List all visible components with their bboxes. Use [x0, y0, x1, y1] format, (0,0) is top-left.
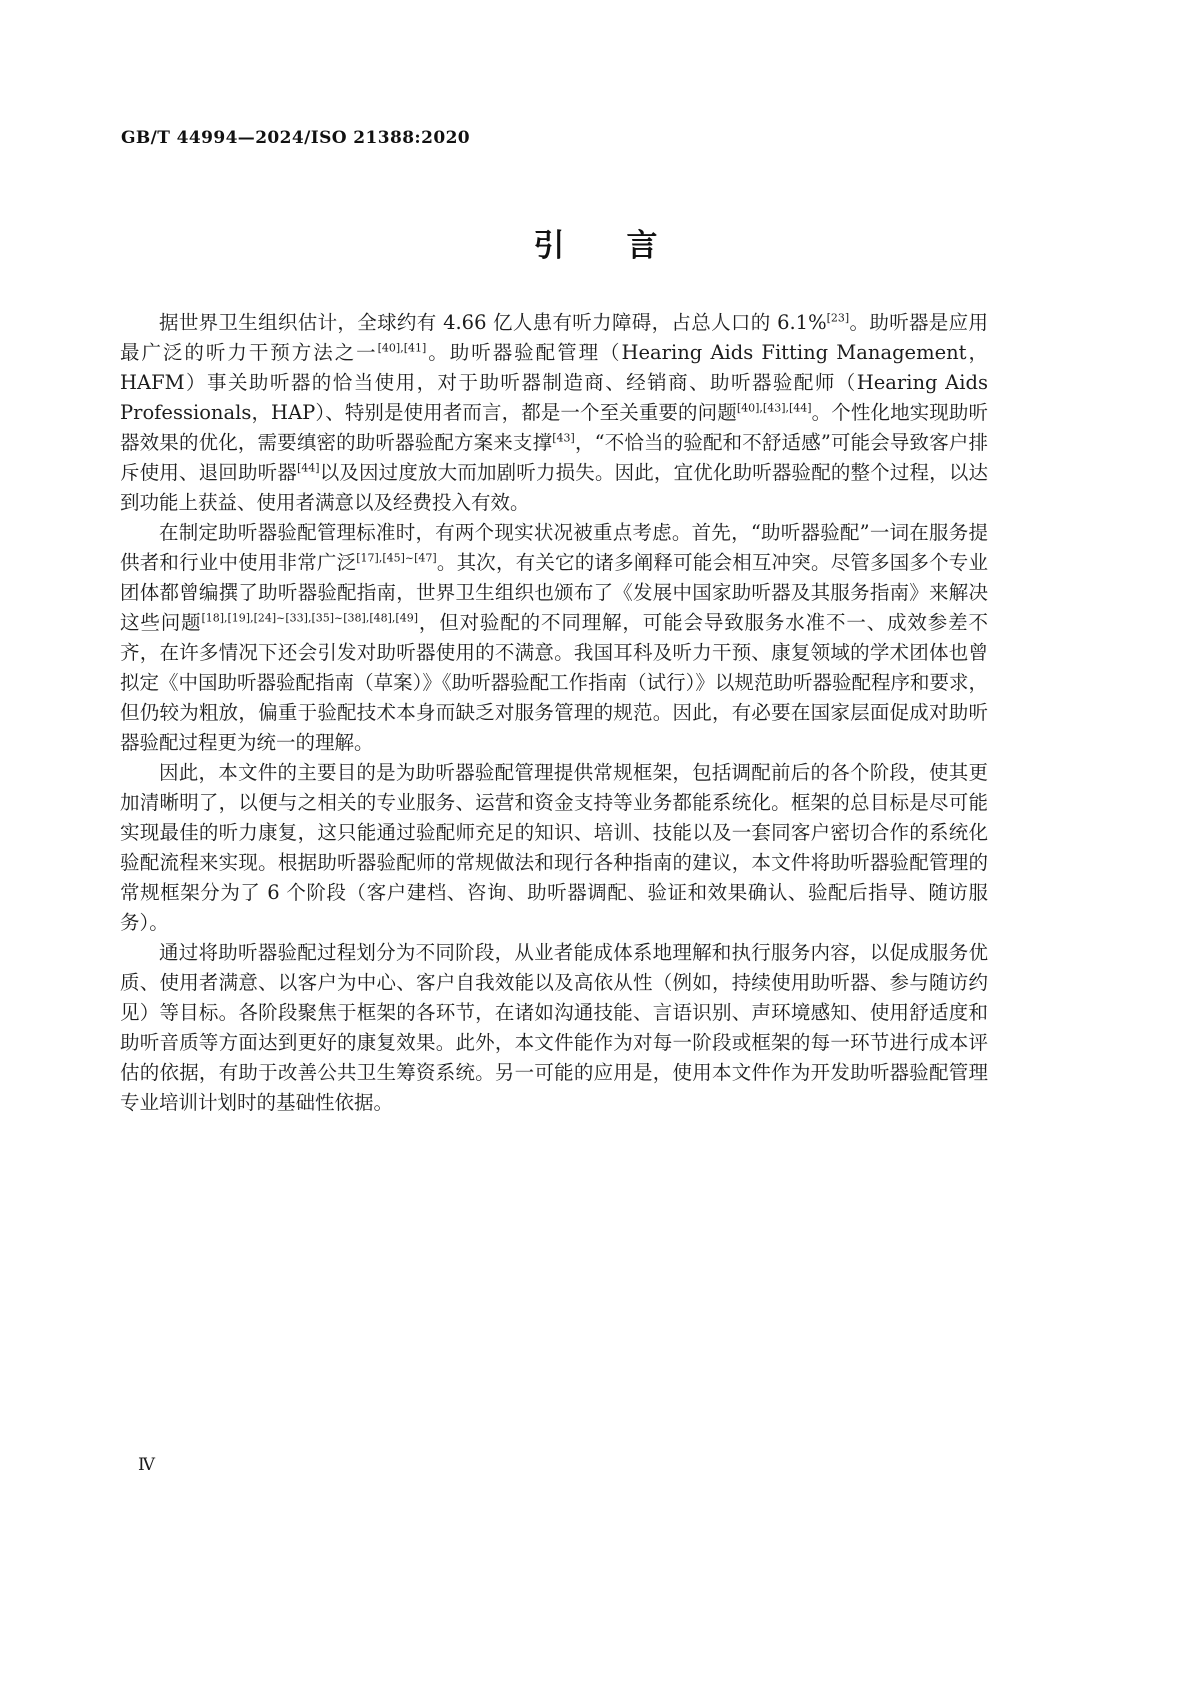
page-number: Ⅳ — [138, 1455, 155, 1475]
paragraph: 据世界卫生组织估计，全球约有 4.66 亿人患有听力障碍，占总人口的 6.1%[23]。助听器是应用最广泛的听力干预方法之一[40],[41]。助听器验配管理（Hearing Aids Fitting Management，HAFM）事关助听器的恰当使用，对于助听器制造商、经销商、助听器验配师（Hearing Aids Professionals，HAP）、特别是使用者而言，都是一个至关重要的问题[40],[43],[44]。个性化地实现助听器效果的优化，需要缜密的助听器验配方案来支撑[43]，“不恰当的验配和不舒适感”可能会导致客户排斥使用、退回助听器[44]以及因过度放大而加剧听力损失。因此，宜优化助听器验配的整个过程，以达到功能上获益、使用者满意以及经费投入有效。 — [120, 311, 988, 514]
citation-superscript: [18],[19],[24]~[33],[35]~[38],[48],[49] — [201, 611, 418, 625]
paragraph: 因此，本文件的主要目的是为助听器验配管理提供常规框架，包括调配前后的各个阶段，使其更加清晰明了，以便与之相关的专业服务、运营和资金支持等业务都能系统化。框架的总目标是尽可能实现最佳的听力康复，这只能通过验配师充足的知识、培训、技能以及一套同客户密切合作的系统化验配流程来实现。根据助听器验配师的常规做法和现行各种指南的建议，本文件将助听器验配管理的常规框架分为了 6 个阶段（客户建档、咨询、助听器调配、验证和效果确认、验配后指导、随访服务）。 — [120, 761, 988, 934]
citation-superscript: [17],[45]~[47] — [356, 551, 437, 565]
paragraph: 通过将助听器验配过程划分为不同阶段，从业者能成体系地理解和执行服务内容，以促成服务优质、使用者满意、以客户为中心、客户自我效能以及高依从性（例如，持续使用助听器、参与随访约见）等目标。各阶段聚焦于框架的各环节，在诸如沟通技能、言语识别、声环境感知、使用舒适度和助听音质等方面达到更好的康复效果。此外，本文件能作为对每一阶段或框架的每一环节进行成本评估的依据，有助于改善公共卫生筹资系统。另一可能的应用是，使用本文件作为开发助听器验配管理专业培训计划时的基础性依据。 — [120, 941, 988, 1114]
citation-superscript: [40],[43],[44] — [736, 401, 812, 415]
paragraph: 在制定助听器验配管理标准时，有两个现实状况被重点考虑。首先，“助听器验配”一词在服务提供者和行业中使用非常广泛[17],[45]~[47]。其次，有关它的诸多阐释可能会相互冲突。尽管多国多个专业团体都曾编撰了助听器验配指南，世界卫生组织也颁布了《发展中国家助听器及其服务指南》来解决这些问题[18],[19],[24]~[33],[35]~[38],[48],[49]，但对验配的不同理解，可能会导致服务水准不一、成效参差不齐，在许多情况下还会引发对助听器使用的不满意。我国耳科及听力干预、康复领域的学术团体也曾拟定《中国助听器验配指南（草案）》《助听器验配工作指南（试行）》以规范助听器验配程序和要求，但仍较为粗放，偏重于验配技术本身而缺乏对服务管理的规范。因此，有必要在国家层面促成对助听器验配过程更为统一的理解。 — [120, 521, 988, 754]
citation-superscript: [43] — [552, 431, 575, 445]
citation-superscript: [23] — [826, 311, 850, 325]
citation-superscript: [40],[41] — [377, 341, 427, 355]
page-title: 引 言 — [533, 228, 658, 264]
introduction-body — [120, 308, 988, 1118]
standard-number-header: GB/T 44994—2024/ISO 21388:2020 — [121, 128, 471, 148]
citation-superscript: [44] — [296, 461, 320, 475]
